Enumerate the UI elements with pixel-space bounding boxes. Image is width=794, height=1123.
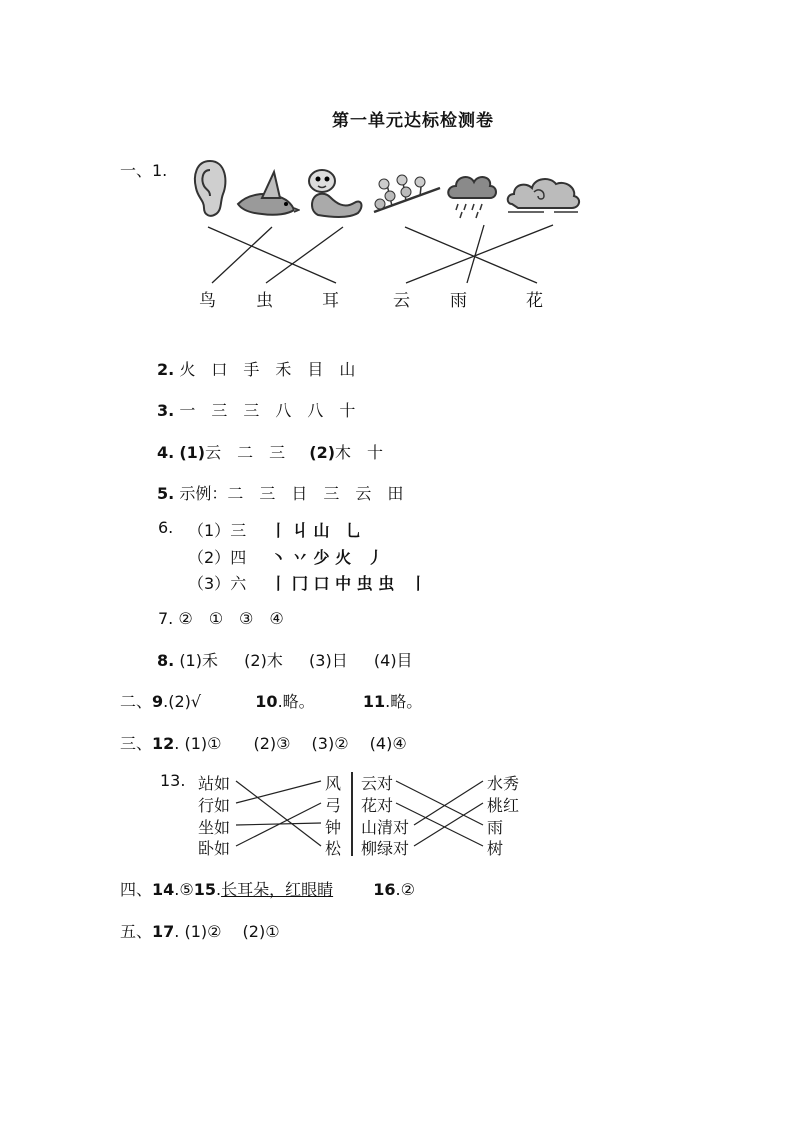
question-number: 3 <box>157 401 169 420</box>
answer-q3: 3. 一 三 三 八 八 十 <box>157 401 356 420</box>
question-number: 8 <box>157 651 169 670</box>
section-5 <box>120 919 280 942</box>
q13-right-item: 桃红 <box>487 796 520 815</box>
section-marker: 四、 <box>120 880 153 899</box>
question-number: 5 <box>157 484 169 503</box>
match-char: 云 <box>393 291 410 311</box>
answer-text: .② <box>395 880 415 899</box>
question-number: 2 <box>157 360 169 379</box>
answer-text: 云 二 三 <box>205 443 286 462</box>
answer-text: (2)木 <box>244 651 283 670</box>
match-char: 花 <box>526 291 543 311</box>
q13-mid-item: 风 <box>325 774 342 793</box>
stroke-sequence: 丨 冂 口 中 虫 虫 丨 <box>270 574 427 593</box>
answer-text: .(2)√ <box>163 692 202 711</box>
section-marker: 三、 <box>120 734 153 753</box>
section-1-marker: 一、1. <box>120 161 168 180</box>
answer-q2: 2. 火 口 手 禾 目 山 <box>157 360 356 379</box>
q13-left2-item: 山清对 <box>361 818 410 837</box>
q13-left2-item: 柳绿对 <box>361 839 410 858</box>
answer-text: (3)日 <box>309 651 348 670</box>
section-4: 四、14.⑤15.长耳朵，红眼睛 16.② <box>120 880 415 899</box>
q13-mid-item: 弓 <box>325 796 342 815</box>
answer-q8: 8. (1)禾 (2)木 (3)日 (4)目 <box>157 651 413 670</box>
answer-text: ② ① ③ ④ <box>178 609 284 628</box>
question-number: 16 <box>373 880 396 899</box>
q13-left-item: 站如 <box>198 774 231 793</box>
q13-right-item: 雨 <box>487 818 504 837</box>
stroke-order-row: （1）三 丨 丩 山 乚 <box>188 521 362 540</box>
section-marker: 二、 <box>120 692 153 711</box>
answer-text: 火 口 手 禾 目 山 <box>179 360 356 379</box>
q13-left-item: 卧如 <box>198 839 231 858</box>
answer-text: 示例：二 三 日 三 云 田 <box>179 484 404 503</box>
answer-q4: 4. (1)云 二 三 (2)木 十 <box>157 443 384 462</box>
answer-text: .略。 <box>385 692 423 711</box>
question-number: 4 <box>157 443 169 462</box>
q13-right-item: 水秀 <box>487 774 520 793</box>
stroke-sequence: 丨 丩 山 乚 <box>270 521 362 540</box>
q13-mid-item: 松 <box>325 839 342 858</box>
match-char: 耳 <box>322 291 339 311</box>
sub-index: (2) <box>309 443 336 462</box>
answer-q5: 5. 示例：二 三 日 三 云 田 <box>157 484 404 503</box>
answer-text: (1)禾 <box>179 651 218 670</box>
match-char: 虫 <box>256 291 273 311</box>
answer-text: 一 三 三 八 八 十 <box>179 401 356 420</box>
question-number: 9 <box>152 692 164 711</box>
question-number: 14 <box>152 880 175 899</box>
question-number: 7. <box>158 609 174 628</box>
answer-text: .⑤ <box>174 880 194 899</box>
q13-right-item: 树 <box>487 839 504 858</box>
sub-index: (1) <box>179 443 206 462</box>
question-number: 10 <box>255 692 278 711</box>
question-number: 17 <box>152 922 175 941</box>
q13-left-item: 行如 <box>198 796 231 815</box>
q13-left-item: 坐如 <box>198 818 231 837</box>
stroke-order-row: （3）六 丨 冂 口 中 虫 虫 丨 <box>188 574 427 593</box>
answer-text: .略。 <box>277 692 315 711</box>
answer-text: 木 十 <box>335 443 384 462</box>
question-number: 13. <box>160 771 186 790</box>
answer-text: . (1)① (2)③ (3)② (4)④ <box>174 734 407 753</box>
section-marker: 五、 <box>120 922 153 941</box>
stroke-sequence: 丶 丷 少 火 丿 <box>270 548 384 567</box>
q13-left2-item: 云对 <box>361 774 394 793</box>
question-number: 15 <box>193 880 216 899</box>
q13-mid-item: 钟 <box>325 818 342 837</box>
question-number: 12 <box>152 734 175 753</box>
match-char: 鸟 <box>199 291 216 311</box>
answer-text: . (1)② (2)① <box>174 922 280 941</box>
question-number: 6. <box>158 518 174 537</box>
answer-text: (4)目 <box>373 651 413 670</box>
question-number: 11 <box>362 692 386 711</box>
answer-text: 长耳朵，红眼睛 <box>221 880 334 899</box>
q13-left2-item: 花对 <box>361 796 394 815</box>
match-char: 雨 <box>450 291 467 311</box>
stroke-order-row: （2）四 丶 丷 少 火 丿 <box>188 548 384 567</box>
page-title: 第一单元达标检测卷 <box>332 111 494 131</box>
